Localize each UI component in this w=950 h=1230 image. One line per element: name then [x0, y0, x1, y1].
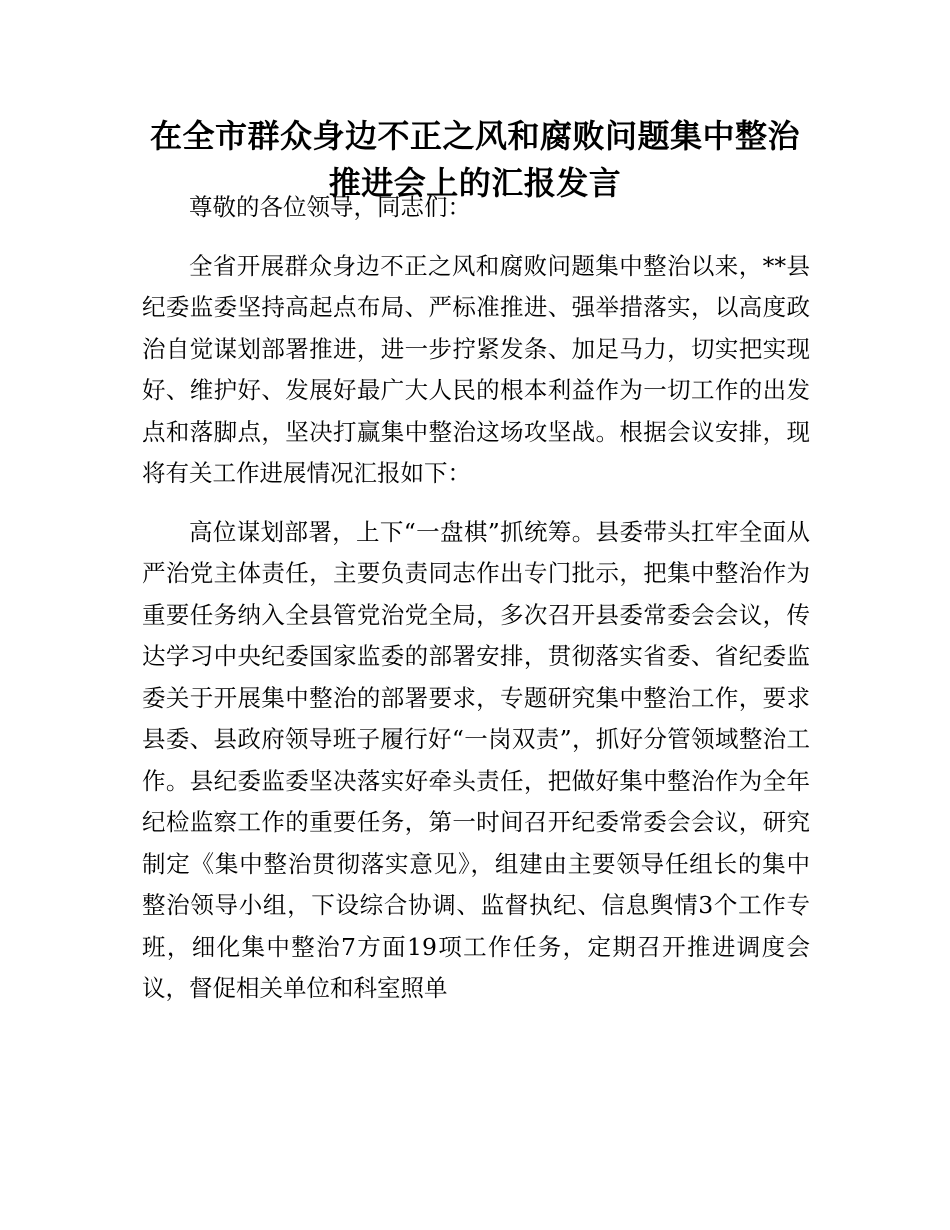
body-paragraph: 高位谋划部署，上下“一盘棋”抓统筹。县委带头扛牢全面从严治党主体责任，主要负责同志作出专门批示，把集中整治作为重要任务纳入全县管党治党全局，多次召开县委常委会会议，传达学习中央纪委国家监委的部署安排，贯彻落实省委、省纪委监委关于开展集中整治的部署要求，专题研究集中整治工作，要求县委、县政府领导班子履行好“一岗双责”，抓好分管领域整治工作。县纪委监委坚决落实好牵头责任，把做好集中整治作为全年纪检监察工作的重要任务，第一时间召开纪委常委会会议，研究制定《集中整治贯彻落实意见》，组建由主要领导任组长的集中整治领导小组，下设综合协调、监督执纪、信息舆情3个工作专班，细化集中整治7方面19项工作任务，定期召开推进调度会议，督促相关单位和科室照单 [142, 517, 810, 1002]
intro-paragraph: 全省开展群众身边不正之风和腐败问题集中整治以来，**县纪委监委坚持高起点布局、严标准推进、强举措落实，以高度政治自觉谋划部署推进，进一步拧紧发条、加足马力，切实把实现好、维护好、发展好最广大人民的根本利益作为一切工作的出发点和落脚点，坚决打赢集中整治这场攻坚战。根据会议安排，现将有关工作进展情况汇报如下： [142, 251, 810, 487]
title-line-1: 在全市群众身边不正之风和腐败问题集中整治 [149, 117, 800, 155]
salutation-paragraph: 尊敬的各位领导，同志们： [189, 193, 471, 221]
document-body [142, 187, 810, 1010]
title-line-2: 推进会上的汇报发言 [328, 164, 622, 202]
